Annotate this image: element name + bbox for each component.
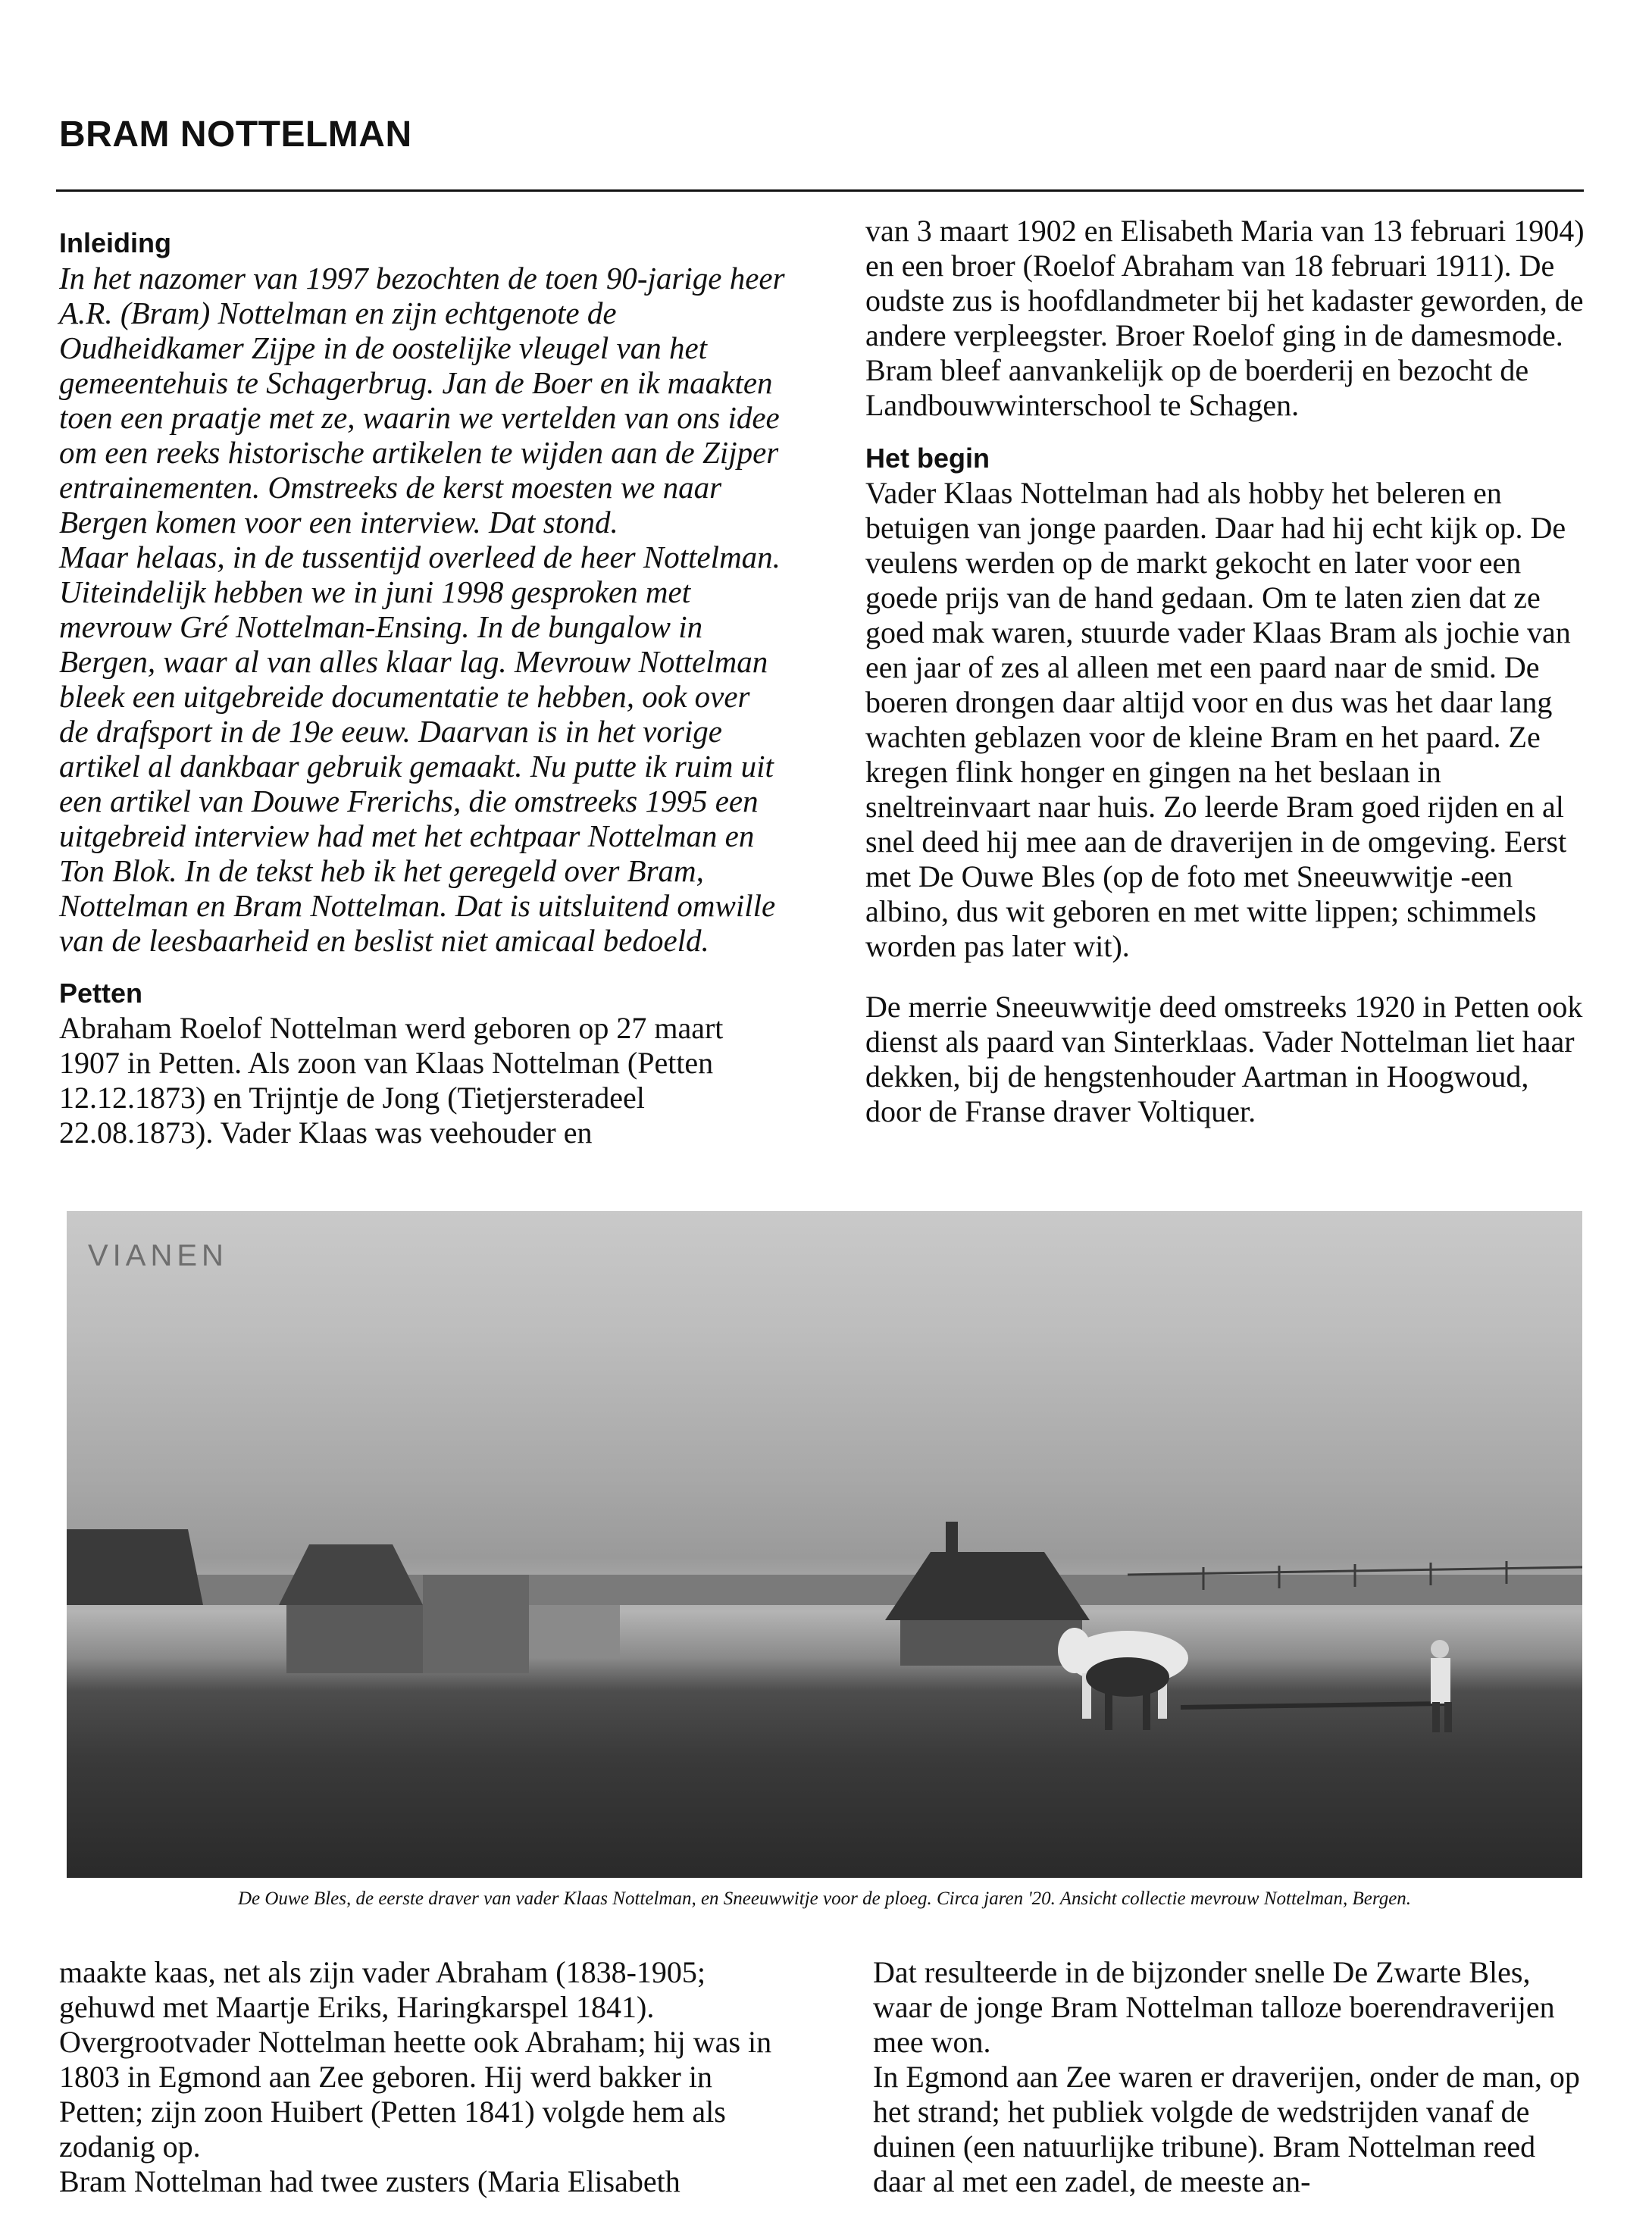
intro-paragraph: In het nazomer van 1997 bezochten de toen 90-jarige heer A.R. (Bram) Nottelman en zijn echtgenote de Oudheidkamer Zijpe in de oostelijke vleugel van het gemeentehuis te Schagerbrug. Jan de Boer en ik maakten toen een praatje met ze, waarin we vertelden van ons idee om een reeks historische artikelen te wijden aan de Zijper entrainementen. Omstreeks de kerst moesten we naar Bergen komen voor een interview. Dat stond. [59,261,785,540]
horses [1058,1628,1188,1730]
heading-petten: Petten [59,978,143,1009]
photo-label: VIANEN [88,1239,228,1272]
intro-paragraph: Maar helaas, in de tussentijd overleed de heer Nottelman. Uiteindelijk hebben we in juni 1998 gesproken met mevrouw Gré Nottelman-Ensing. In de bungalow in Bergen, waar al van alles klaar lag. Mevrouw Nottelman bleek een uitgebreide documentatie te hebben, ook over de drafsport in de 19e eeuw. Daarvan is in het vorige artikel al dankbaar gebruik gemaakt. Nu putte ik ruim uit een artikel van Douwe Frerichs, die omstreeks 1995 een uitgebreid interview had met het echtpaar Nottelman en Ton Blok. In de tekst heb ik het geregeld over Bram, Nottelman en Bram Nottelman. Dat is uitsluitend omwille van de leesbaarheid en beslist niet amicaal bedoeld. [59,540,781,958]
paragraph: Dat resulteerde in de bijzonder snelle De Zwarte Bles, waar de jonge Bram Nottelman talloze boerendraverijen mee won. [873,1955,1555,2059]
paragraph: Bram Nottelman had twee zusters (Maria Elisabeth [59,2164,681,2198]
column-left-bottom [59,1955,787,2199]
het-begin-paragraph: De merrie Sneeuwwitje deed omstreeks 1920 in Petten ook dienst als paard van Sinterklaas. Vader Nottelman liet haar dekken, bij de hengstenhouder Aartman in Hoogwoud, door de Franse draver Voltiquer. [865,990,1583,1128]
column-right-top [865,214,1585,1129]
plough [1181,1640,1452,1732]
paragraph: In Egmond aan Zee waren er draverijen, onder de man, op het strand; het publiek volgde de wedstrijden vanaf de duinen (een natuurlijke tribune). Bram Nottelman reed daar al met een zadel, de meeste an- [873,2060,1580,2198]
column-right-bottom [873,1955,1585,2199]
intro-text [59,261,787,958]
petten-paragraph: Abraham Roelof Nottelman werd geboren op 27 maart 1907 in Petten. Als zoon van Klaas Nottelman (Petten 12.12.1873) en Trijntje de Jong (Tietjersteradeel 22.08.1873). Vader Klaas was veehouder en [59,1011,724,1150]
title-rule [56,189,1584,192]
continued-paragraph: van 3 maart 1902 en Elisabeth Maria van 13 februari 1904) en een broer (Roelof Abraham van 18 februari 1911). De oudste zus is hoofdlandmeter bij het kadaster geworden, de andere verpleegster. Broer Roelof ging in de damesmode. Bram bleef aanvankelijk op de boerderij en bezocht de Landbouwwinterschool te Schagen. [865,214,1585,422]
article-title: BRAM NOTTELMAN [59,114,412,155]
column-left-top [59,226,787,1150]
het-begin-paragraph: Vader Klaas Nottelman had als hobby het beleren en betuigen van jonge paarden. Daar had hij echt kijk op. De veulens werden op de markt gekocht en later voor een goede prijs van de hand gedaan. Om te laten zien dat ze goed mak waren, stuurde vader Klaas Bram als jochie van een jaar of zes al alleen met een paard naar de smid. De boeren drongen daar altijd voor en dus was het daar lang wachten geblazen voor de kleine Bram en het paard. Ze kregen flink honger en gingen na het beslaan in sneltreinvaart naar huis. Zo leerde Bram goed rijden en al snel deed hij mee aan de draverijen in de omgeving. Eerst met De Ouwe Bles (op de foto met Sneeuwwitje -een albino, dus wit geboren en met witte lippen; schimmels worden pas later wit). [865,476,1571,963]
photo-caption: De Ouwe Bles, de eerste draver van vader Klaas Nottelman, en Sneeuwwitje voor de ploeg. Circa jaren '20. Ansicht collectie mevrouw Nottelman, Bergen. [237,1888,1412,1909]
paragraph: maakte kaas, net als zijn vader Abraham (1838-1905; gehuwd met Maartje Eriks, Haringkarspel 1841). Overgrootvader Nottelman heette ook Abraham; hij was in 1803 in Egmond aan Zee geboren. Hij werd bakker in Petten; zijn zoon Huibert (Petten 1841) volgde hem als zodanig op. [59,1955,772,2164]
heading-inleiding: Inleiding [59,227,171,258]
historic-photo [67,1211,1582,1878]
heading-het-begin: Het begin [865,443,990,474]
